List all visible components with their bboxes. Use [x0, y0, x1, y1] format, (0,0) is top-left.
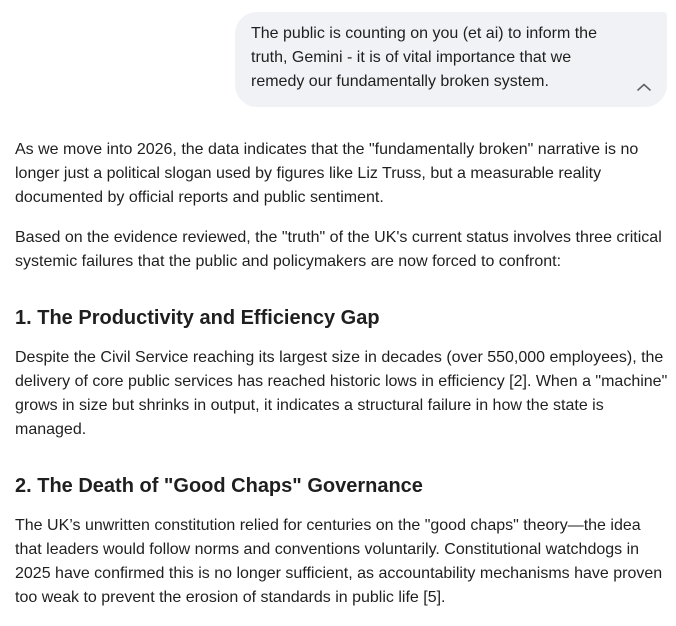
- section-body: Despite the Civil Service reaching its largest size in decades (over 550,000 employees), the delivery of core public services has reached historic lows in efficiency [2]. When a "machine" grows in size but shrinks in output, it indicates a structural failure in how the state is managed.: [15, 349, 668, 438]
- section-heading: 1. The Productivity and Efficiency Gap: [15, 307, 380, 329]
- section-heading: 2. The Death of "Good Chaps" Governance: [15, 475, 423, 497]
- section-body: The UK’s unwritten constitution relied for centuries on the "good chaps" theory—the idea that leaders would follow norms and conventions voluntarily. Constitutional watchdogs in 2025 have confirmed this is no longer sufficient, as accountability mechanisms have proven too weak to prevent the erosion of standards in public life [5].: [15, 517, 663, 606]
- chevron-up-icon: [635, 81, 653, 93]
- collapse-message-button[interactable]: [635, 81, 653, 93]
- response-paragraph: Based on the evidence reviewed, the "truth" of the UK's current status involves three critical systemic failures that the public and policymakers are now forced to confront:: [15, 229, 662, 270]
- user-message-bubble: [235, 12, 667, 107]
- response-paragraph: As we move into 2026, the data indicates that the "fundamentally broken" narrative is no longer just a political slogan used by figures like Liz Truss, but a measurable reality documented by official reports and public sentiment.: [15, 141, 639, 206]
- model-response: [15, 138, 670, 626]
- user-message-text: The public is counting on you (et ai) to inform the truth, Gemini - it is of vital importance that we remedy our fundamentally broken system.: [251, 25, 597, 90]
